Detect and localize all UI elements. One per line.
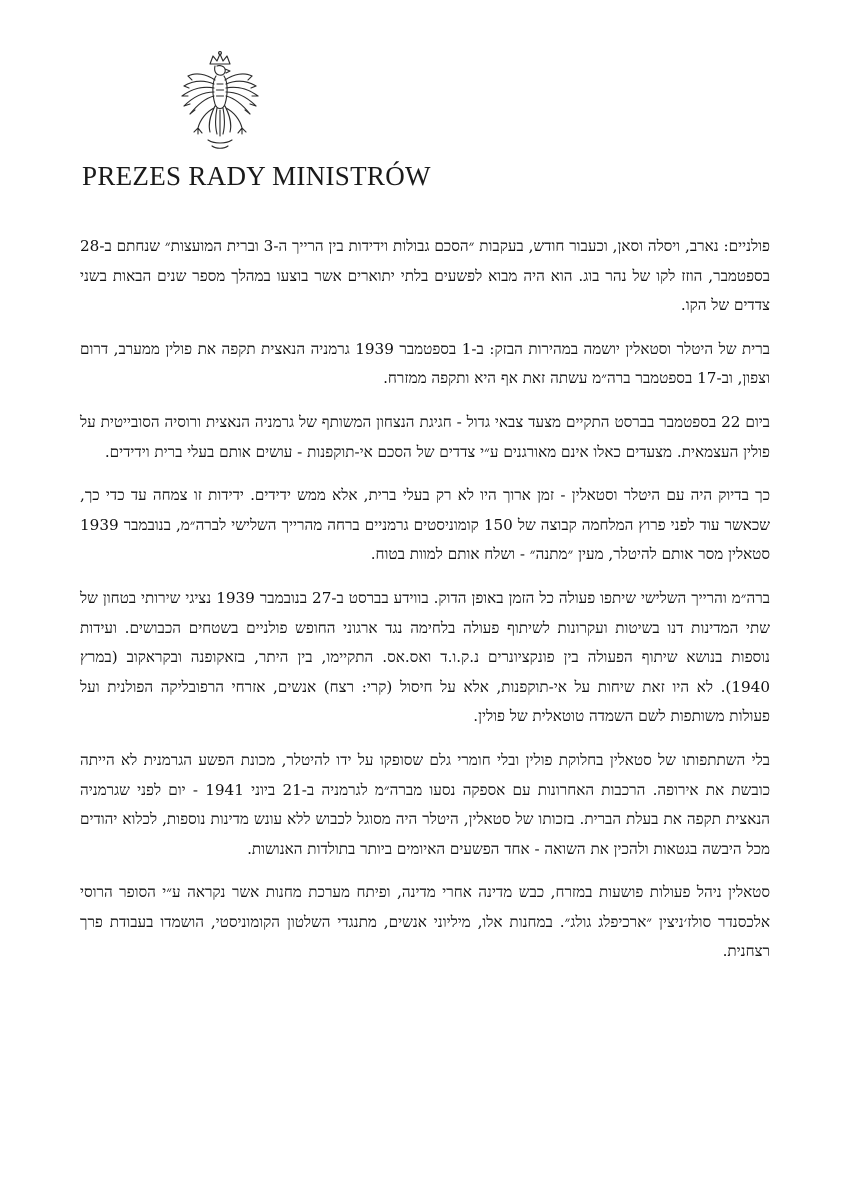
polish-eagle-emblem-icon: [170, 50, 270, 158]
document-body: [80, 232, 770, 981]
paragraph: ברית של היטלר וסטאלין יושמה במהירות הבזק: ב-1 בספטמבר 1939 גרמניה הנאצית תקפה את פולין ממערב, דרום וצפון, וב-17 בספטמבר ברה״מ עשתה זאת אף היא ותקפה ממזרח.: [80, 339, 770, 388]
paragraph: פולניים: נארב, ויסלה וסאן, וכעבור חודש, בעקבות ״הסכם גבולות וידידות בין הרייך ה-3 וברית המועצות״ שנחתם ב-28 בספטמבר, הוזז לקו של נהר בוג. הוא היה מבוא לפשעים בלתי יתוארים אשר בוצעו במהלך מספר שנים הבאות בשני צדדים של הקו.: [80, 237, 770, 315]
paragraph: בלי השתתפותו של סטאלין בחלוקת פולין ובלי חומרי גלם שסופקו על ידו להיטלר, מכונת הפשע הגרמנית לא הייתה כובשת את אירופה. הרכבות האחרונות עם אספקה נסעו מברה״מ לגרמניה ב-21 ביוני 1941 - יום לפני שגרמניה הנאצית תקפה את בעלת הברית. בזכותו של סטאלין, היטלר היה מסוגל לכבוש ללא עונש מדינות נוספות, לכלוא יהודים מכל היבשה בגטאות ולהכין את השואה - אחד הפשעים האיומים ביותר בתולדות האנושות.: [80, 750, 770, 858]
paragraph: כך בדיוק היה עם היטלר וסטאלין - זמן ארוך היו לא רק בעלי ברית, אלא ממש ידידים. ידידות זו צמחה עד כדי כך, שכאשר עוד לפני פרוץ המלחמה קבוצה של 150 קומוניסטים גרמניים ברחה מהרייך השלישי לברה״מ, בנובמבר 1939 סטאלין מסר אותם להיטלר, מעין ״מתנה״ - ושלח אותם למוות בטוח.: [80, 486, 771, 564]
letterhead-title: PREZES RADY MINISTRÓW: [82, 161, 431, 191]
paragraph: ביום 22 בספטמבר בברסט התקיים מצעד צבאי גדול - חגיגת הנצחון המשותף של גרמניה הנאצית ורוסיה הסובייטית על פולין העצמאית. מצעדים כאלו אינם מאורגנים ע״י צדדים של הסכם אי-תוקפנות - עושים אותם בעלי ברית וידידים.: [80, 412, 771, 461]
paragraph: סטאלין ניהל פעולות פושעות במזרח, כבש מדינה אחרי מדינה, ופיתח מערכת מחנות אשר נקראה ע״י הסופר הרוסי אלכסנדר סולז׳ניצין ״ארכיפלג גולג״. במחנות אלו, מיליוני אנשים, מתנגדי השלטון הקומוניסטי, הושמדו בעבודת פרך רצחנית.: [80, 883, 770, 961]
paragraph: ברה״מ והרייך השלישי שיתפו פעולה כל הזמן באופן הדוק. בווידע בברסט ב-27 בנובמבר 1939 נציגי שירותי בטחון של שתי המדינות דנו בשיטות ועקרונות לשיתוף פעולה בלחימה נגד ארגוני החופש פולניים בשטחים הכבושים. ועידות נוספות בנושא שיתוף הפעולה בין פונקציונרים נ.ק.ו.ד ואס.אס. התקיימו, בין היתר, בזאקופנה ובקראקוב (במרץ 1940). לא היו זאת שיחות על אי-תוקפנות, אלא על חיסול (קרי: רצח) אנשים, אזרחי הרפובליקה הפולנית ועל פעולות משותפות לשם השמדה טוטאלית של פולין.: [80, 588, 770, 726]
